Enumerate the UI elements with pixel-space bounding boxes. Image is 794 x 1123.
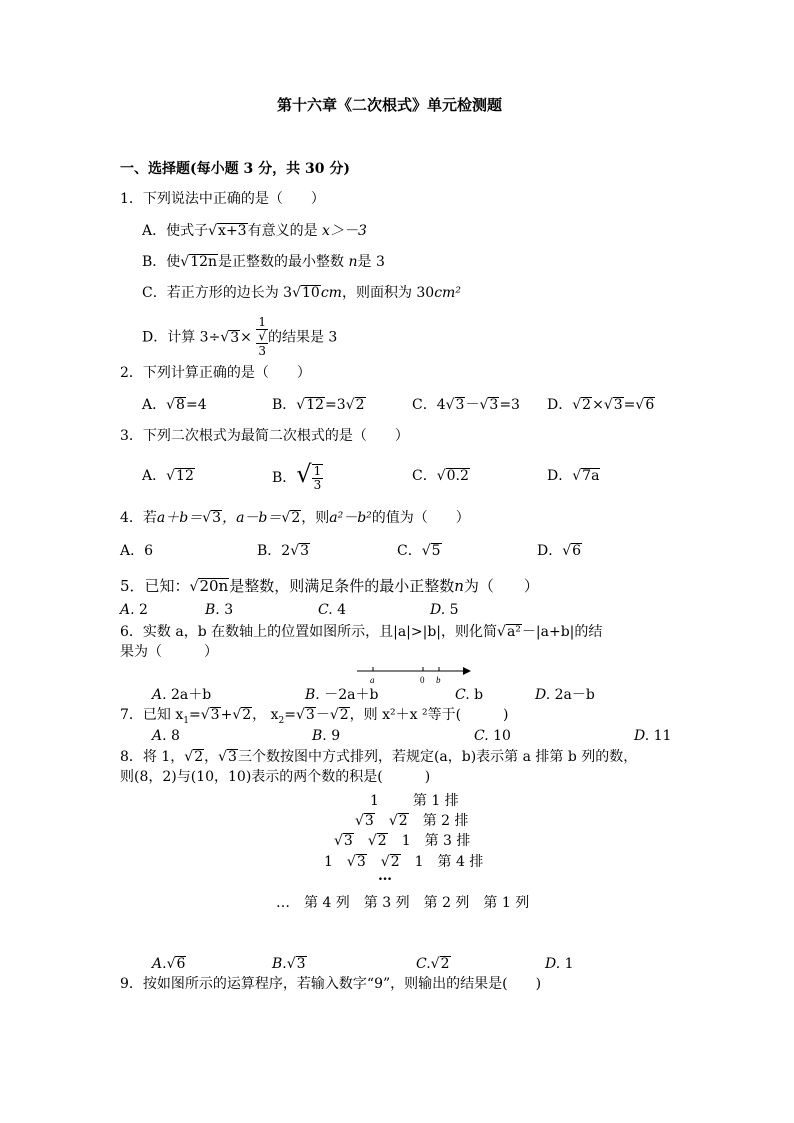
q5-option-b: B. 3 (205, 602, 234, 618)
q9-stem: 9．按如图所示的运算程序，若输入数字“9”，则输出的结果是( ) (120, 976, 542, 992)
q4-stem: 4．若a＋b＝√3，a－b＝√2，则a²－b²的值为（ ） (120, 510, 470, 526)
q5-stem: 5．已知：√20n是整数，则满足条件的最小正整数n为（ ） (120, 577, 539, 595)
q8-option-d: D. 1 (545, 956, 574, 972)
q4-option-d: D．√6 (537, 543, 582, 559)
q2-option-d: D．√2×√3=√6 (547, 397, 655, 413)
q1-option-b: B．使√12n是正整数的最小整数 n是 3 (142, 254, 385, 270)
q6-stem-line1: 6．实数 a，b 在数轴上的位置如图所示，且|a|>|b|，则化简√a²－|a+b|的结 (120, 624, 603, 640)
q1-stem: 1．下列说法中正确的是（ ） (120, 191, 325, 207)
q7-stem: 7．已知 $x_1=√3+√2$， $x_2=√3-√2$，则 x²＋x ²等于( ) (120, 707, 509, 726)
q2-stem: 2．下列计算正确的是（ ） (120, 365, 311, 381)
triangle-row-4: 1 √3 √2 1 第 4 排 (324, 854, 484, 870)
triangle-row-1: 1 第 1 排 (370, 793, 459, 809)
q1-option-c: C．若正方形的边长为 3√10cm，则面积为 30cm² (142, 285, 461, 301)
page-title: 第十六章《二次根式》单元检测题 (277, 96, 503, 114)
q5-option-a: A. 2 (120, 602, 148, 618)
axis-label-a: a (370, 675, 375, 685)
q7-option-b: B. 9 (312, 728, 341, 744)
number-line-figure (355, 661, 475, 687)
q2-option-c: C．4√3－√3=3 (412, 397, 520, 413)
q8-option-c: C.√2 (416, 956, 450, 972)
q2-option-a: A．√8=4 (142, 397, 207, 413)
q6-option-c: C. b (455, 687, 484, 703)
q8-option-b: B.√3 (272, 956, 306, 972)
q1-option-d: D．计算 3÷√3× 1 √ 3 的结果是 3 (142, 315, 338, 358)
q3-option-a: A．√12 (142, 468, 194, 484)
q3-option-b: B．√ $\frac{1}{3}$ (272, 460, 322, 492)
q6-option-a: A. 2a＋b (152, 687, 212, 703)
q8-stem-line1: 8．将 1，√2，√3三个数按图中方式排列，若规定(a，b)表示第 a 排第 b 列的数， (120, 749, 638, 765)
q4-option-b: B．2√3 (257, 543, 310, 559)
q7-option-c: C. 10 (474, 728, 511, 744)
q6-option-b: B. －2a＋b (305, 687, 379, 703)
q7-option-a: A. 8 (152, 728, 180, 744)
q5-option-c: C. 4 (318, 602, 347, 618)
triangle-columns: … 第 4 列 第 3 列 第 2 列 第 1 列 (276, 895, 530, 911)
q4-option-a: A．6 (120, 543, 154, 559)
q6-stem-line2: 果为（ ） (120, 644, 218, 660)
q4-option-c: C．√5 (397, 543, 441, 559)
q8-stem-line2: 则(8，2)与(10，10)表示的两个数的积是( ) (120, 769, 431, 785)
q7-option-d: D. 11 (634, 728, 672, 744)
q3-stem: 3．下列二次根式为最简二次根式的是（ ） (120, 428, 409, 444)
q3-option-d: D．√7a (547, 468, 600, 484)
section-heading: 一、选择题(每小题 3 分，共 30 分) (120, 161, 350, 177)
q8-option-a: A.√6 (152, 956, 186, 972)
q1-option-a: A．使式子√x+3有意义的是 x＞－3 (142, 223, 367, 239)
q2-option-b: B．√12=3√2 (272, 397, 365, 413)
triangle-row-2: √3 √2 第 2 排 (355, 813, 469, 829)
axis-label-zero: 0 (420, 675, 425, 685)
q6-option-d: D. 2a－b (535, 687, 595, 703)
q5-option-d: D. 5 (430, 602, 459, 618)
q3-option-c: C．√0.2 (412, 468, 469, 484)
triangle-dots: … (378, 868, 392, 884)
triangle-row-3: √3 √2 1 第 3 排 (334, 833, 471, 849)
axis-label-b: b (436, 675, 441, 685)
